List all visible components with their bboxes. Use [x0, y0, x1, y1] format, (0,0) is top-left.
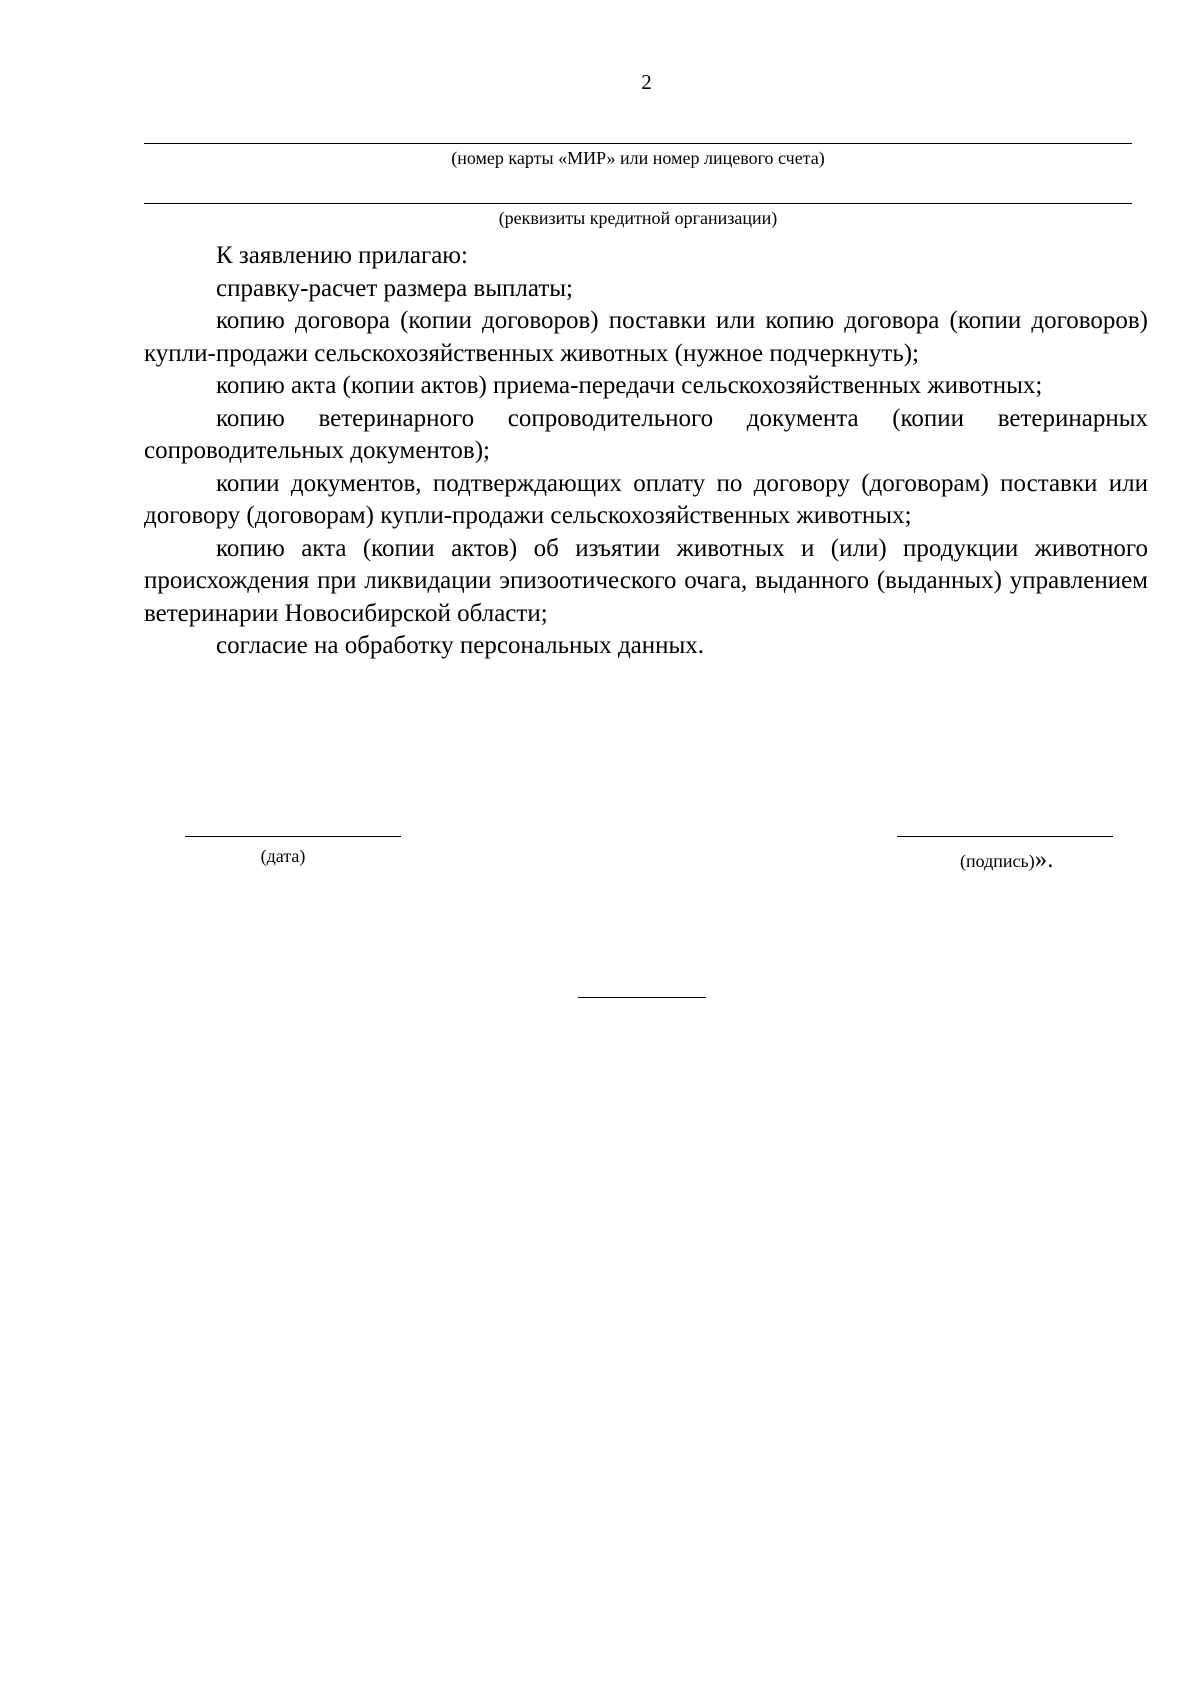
attachment-item: справку-расчет размера выплаты; [216, 274, 573, 302]
attachment-item: копию акта (копии актов) приема-передачи сельскохозяйственных животных; [216, 372, 1043, 399]
closing-quote-mark: ». [1034, 846, 1054, 873]
page-number: 2 [641, 70, 652, 94]
attachment-item: копии документов, подтверждающих оплату по договору (договорам) поставки или договору (договорам) купли-продажи сельскохозяйственных животных; [144, 469, 1148, 529]
signature-caption-wrap [960, 846, 1120, 874]
attachment-item: копию ветеринарного сопроводительного документа (копии ветеринарных сопроводительных документов); [144, 404, 1148, 464]
end-of-document-line [578, 997, 706, 998]
date-line [185, 836, 401, 837]
card-number-line [144, 143, 1132, 144]
signature-caption: (подпись) [960, 851, 1035, 871]
attachments-intro: К заявлению прилагаю: [216, 242, 468, 269]
date-caption: (дата) [260, 846, 306, 866]
attachment-item: копию акта (копии актов) об изъятии животных и (или) продукции животного происхождения при ликвидации эпизоотического очага, выданного (выданных) управлением ветеринарии Новосибирской области; [144, 534, 1148, 627]
attachment-item: согласие на обработку персональных данных. [216, 632, 705, 659]
bank-details-caption: (реквизиты кредитной организации) [498, 208, 778, 228]
card-number-caption: (номер карты «МИР» или номер лицевого счета) [451, 148, 825, 168]
attachment-item: копию договора (копии договоров) поставки или копию договора (копии договоров) купли-продажи сельскохозяйственных животных (нужное подчеркнуть); [144, 307, 1148, 367]
signature-line [897, 836, 1113, 837]
attachments-list [144, 240, 1148, 663]
bank-details-line [144, 203, 1132, 204]
